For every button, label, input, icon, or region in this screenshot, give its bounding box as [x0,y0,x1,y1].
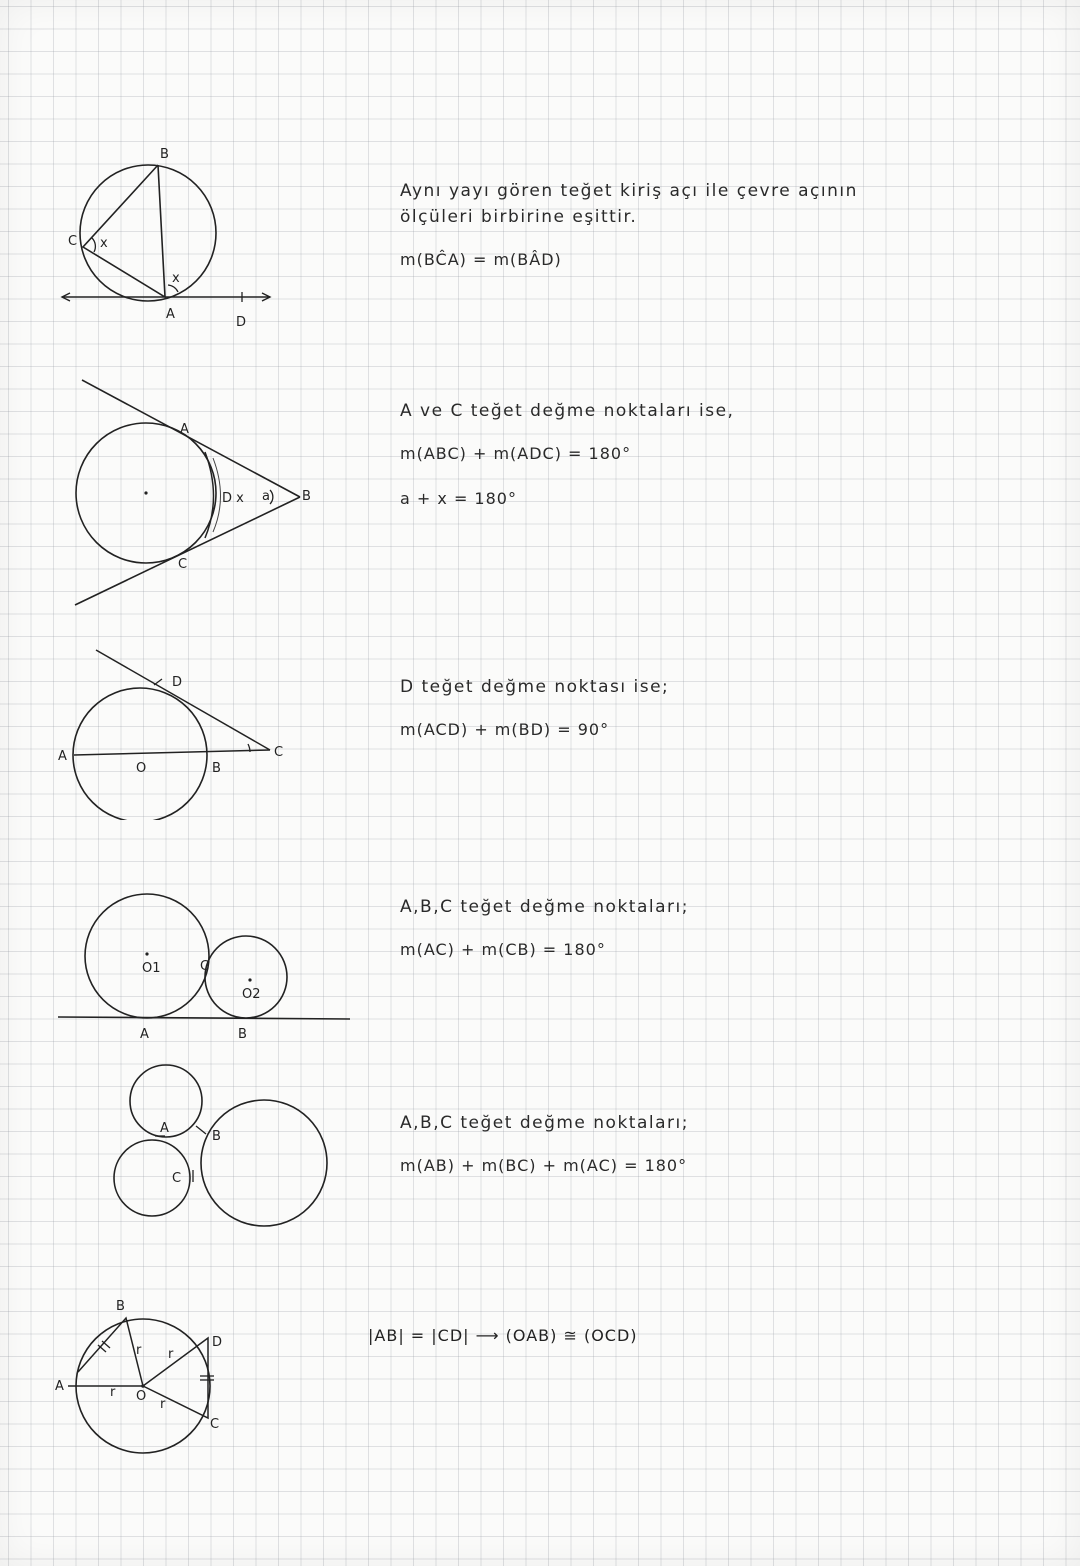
note-6-formula: |AB| = |CD| ⟶ (OAB) ≅ (OCD) [368,1326,638,1345]
label-x-angle-2: x [172,271,180,286]
label-r-4: r [160,1397,166,1412]
label-C: C [172,1171,182,1186]
note-5-formula: m(AB) + m(BC) + m(AC) = 180° [400,1156,688,1175]
note-2 [400,398,734,508]
note-3-formula: m(ACD) + m(BD) = 90° [400,720,610,739]
label-D: D [236,315,247,330]
label-D-x: D x [222,491,244,506]
label-A: A [160,1121,169,1136]
note-5-line-1: A,B,C teğet değme noktaları; [400,1113,689,1133]
label-A: A [58,749,67,764]
label-A: A [140,1027,149,1042]
label-O: O [136,761,147,776]
label-B: B [302,489,311,504]
note-2-formula-2: a + x = 180° [400,489,517,508]
note-4-formula: m(AC) + m(CB) = 180° [400,940,606,959]
label-r-3: r [110,1385,116,1400]
label-C: C [274,745,284,760]
label-O1: O1 [142,961,161,976]
label-A: A [166,307,175,322]
note-3 [400,674,669,739]
label-C: C [200,959,210,974]
note-1-line-2: ölçüleri birbirine eşittir. [400,207,638,227]
note-2-line-1: A ve C teğet değme noktaları ise, [400,401,735,421]
note-1-formula: m(BĈA) = m(BÂD) [400,250,562,269]
note-5 [400,1110,689,1175]
label-B: B [212,761,221,776]
label-B: B [238,1027,247,1042]
label-a: a [262,489,270,504]
label-B: B [212,1129,221,1144]
label-D: D [212,1335,223,1350]
label-C: C [210,1417,220,1432]
label-D: D [172,675,183,690]
note-3-line-1: D teğet değme noktası ise; [400,677,670,697]
note-2-formula: m(ABC) + m(ADC) = 180° [400,444,632,463]
figure-equal-chords [0,0,360,1470]
note-1-line-1: Aynı yayı gören teğet kiriş açı ile çevre açının [400,181,858,201]
note-1 [400,178,858,269]
label-A: A [55,1379,64,1394]
label-B: B [160,147,169,162]
label-B: B [116,1299,125,1314]
label-O2: O2 [242,987,261,1002]
note-4 [400,894,689,959]
label-r-2: r [168,1347,174,1362]
label-A: A [180,422,189,437]
label-x-angle: x [100,236,108,251]
label-C: C [68,234,78,249]
note-4-line-1: A,B,C teğet değme noktaları; [400,897,689,917]
label-r-1: r [136,1343,142,1358]
label-O: O [136,1389,147,1404]
label-C: C [178,557,188,572]
